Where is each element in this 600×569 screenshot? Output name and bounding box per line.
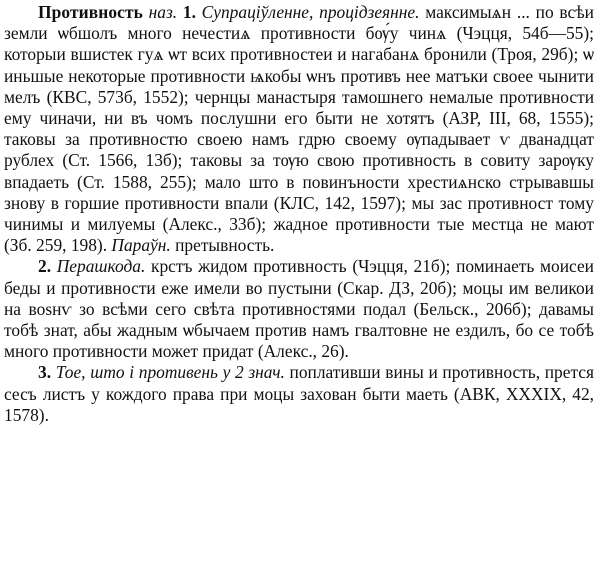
synonym-label: Параўн. xyxy=(111,235,171,256)
sense-number: 1. xyxy=(182,2,196,22)
sense-number: 3. xyxy=(38,362,52,383)
sense-citations: максимыѧн ... по всѣи земли ѡбшолъ много нечестиѧ противности бѹ́у чинѧ (Чэцця, 54б—55); которыи вшистек гуѧ ѡт всих противностеи и нагабанѧ бронили (Троя, 29б); ѡ иньшые некоторые противности ѩкобы ѡнъ противъ нее матъки своее чынити мелъ (КВС, 573б, 1552); чернцы манастыря тамошнего немалые противности ему чиначи, ни въ чомъ послушни его быти не хотятъ (АЗР, III, 68, 1555); таковы за противностю своею намъ гдрю своему ѹпадывает ѵ дванадцат рублех (Ст. 1566, 13б); таковы за тѹю свою противность в совиту зарѹку впадаеть (Ст. 1588, 255); мало што в повинъности хрестиѧнско стрывавшы знову в горшие противности впали (КЛС, 142, 1597); мы зас противност тому чинимы и милуемы (Алекс., 33б); жадное противности тые местца не мают (Зб. 259, 198). xyxy=(4,2,594,256)
sense-citations: поплативши вины и противность, прется сесъ листъ у кождого права при моцы захован быти маеть (АВК, XXXIX, 42, 1578). xyxy=(4,362,594,425)
grammar-label: наз. xyxy=(148,2,178,22)
sense-gloss: Перашкода. xyxy=(56,256,146,277)
entry-sense-2 xyxy=(4,256,594,362)
sense-citations: крстъ жидом противность (Чэцця, 21б); поминаеть моисеи беды и противности еже имели во пустыни (Скар. ДЗ, 20б); моцы им великои на воѕнѵ зо всѣми сего свѣта противностями подал (Бельск., 206б); давамы тобѣ знат, абы жадным ѡбычаем против намъ гвалтовне не ездилъ, бо се тобѣ много противности может придат (Алекс., 26). xyxy=(4,256,594,362)
synonym-word: претывность. xyxy=(170,235,275,256)
headword: Противность xyxy=(38,2,143,22)
entry-sense-1 xyxy=(4,2,594,256)
sense-number: 2. xyxy=(38,256,52,277)
dictionary-page xyxy=(4,2,594,426)
sense-gloss: Супраціўленне, процідзеянне. xyxy=(201,2,420,22)
sense-gloss: Тое, што і противень у 2 знач. xyxy=(55,362,285,383)
entry-sense-3 xyxy=(4,362,594,426)
